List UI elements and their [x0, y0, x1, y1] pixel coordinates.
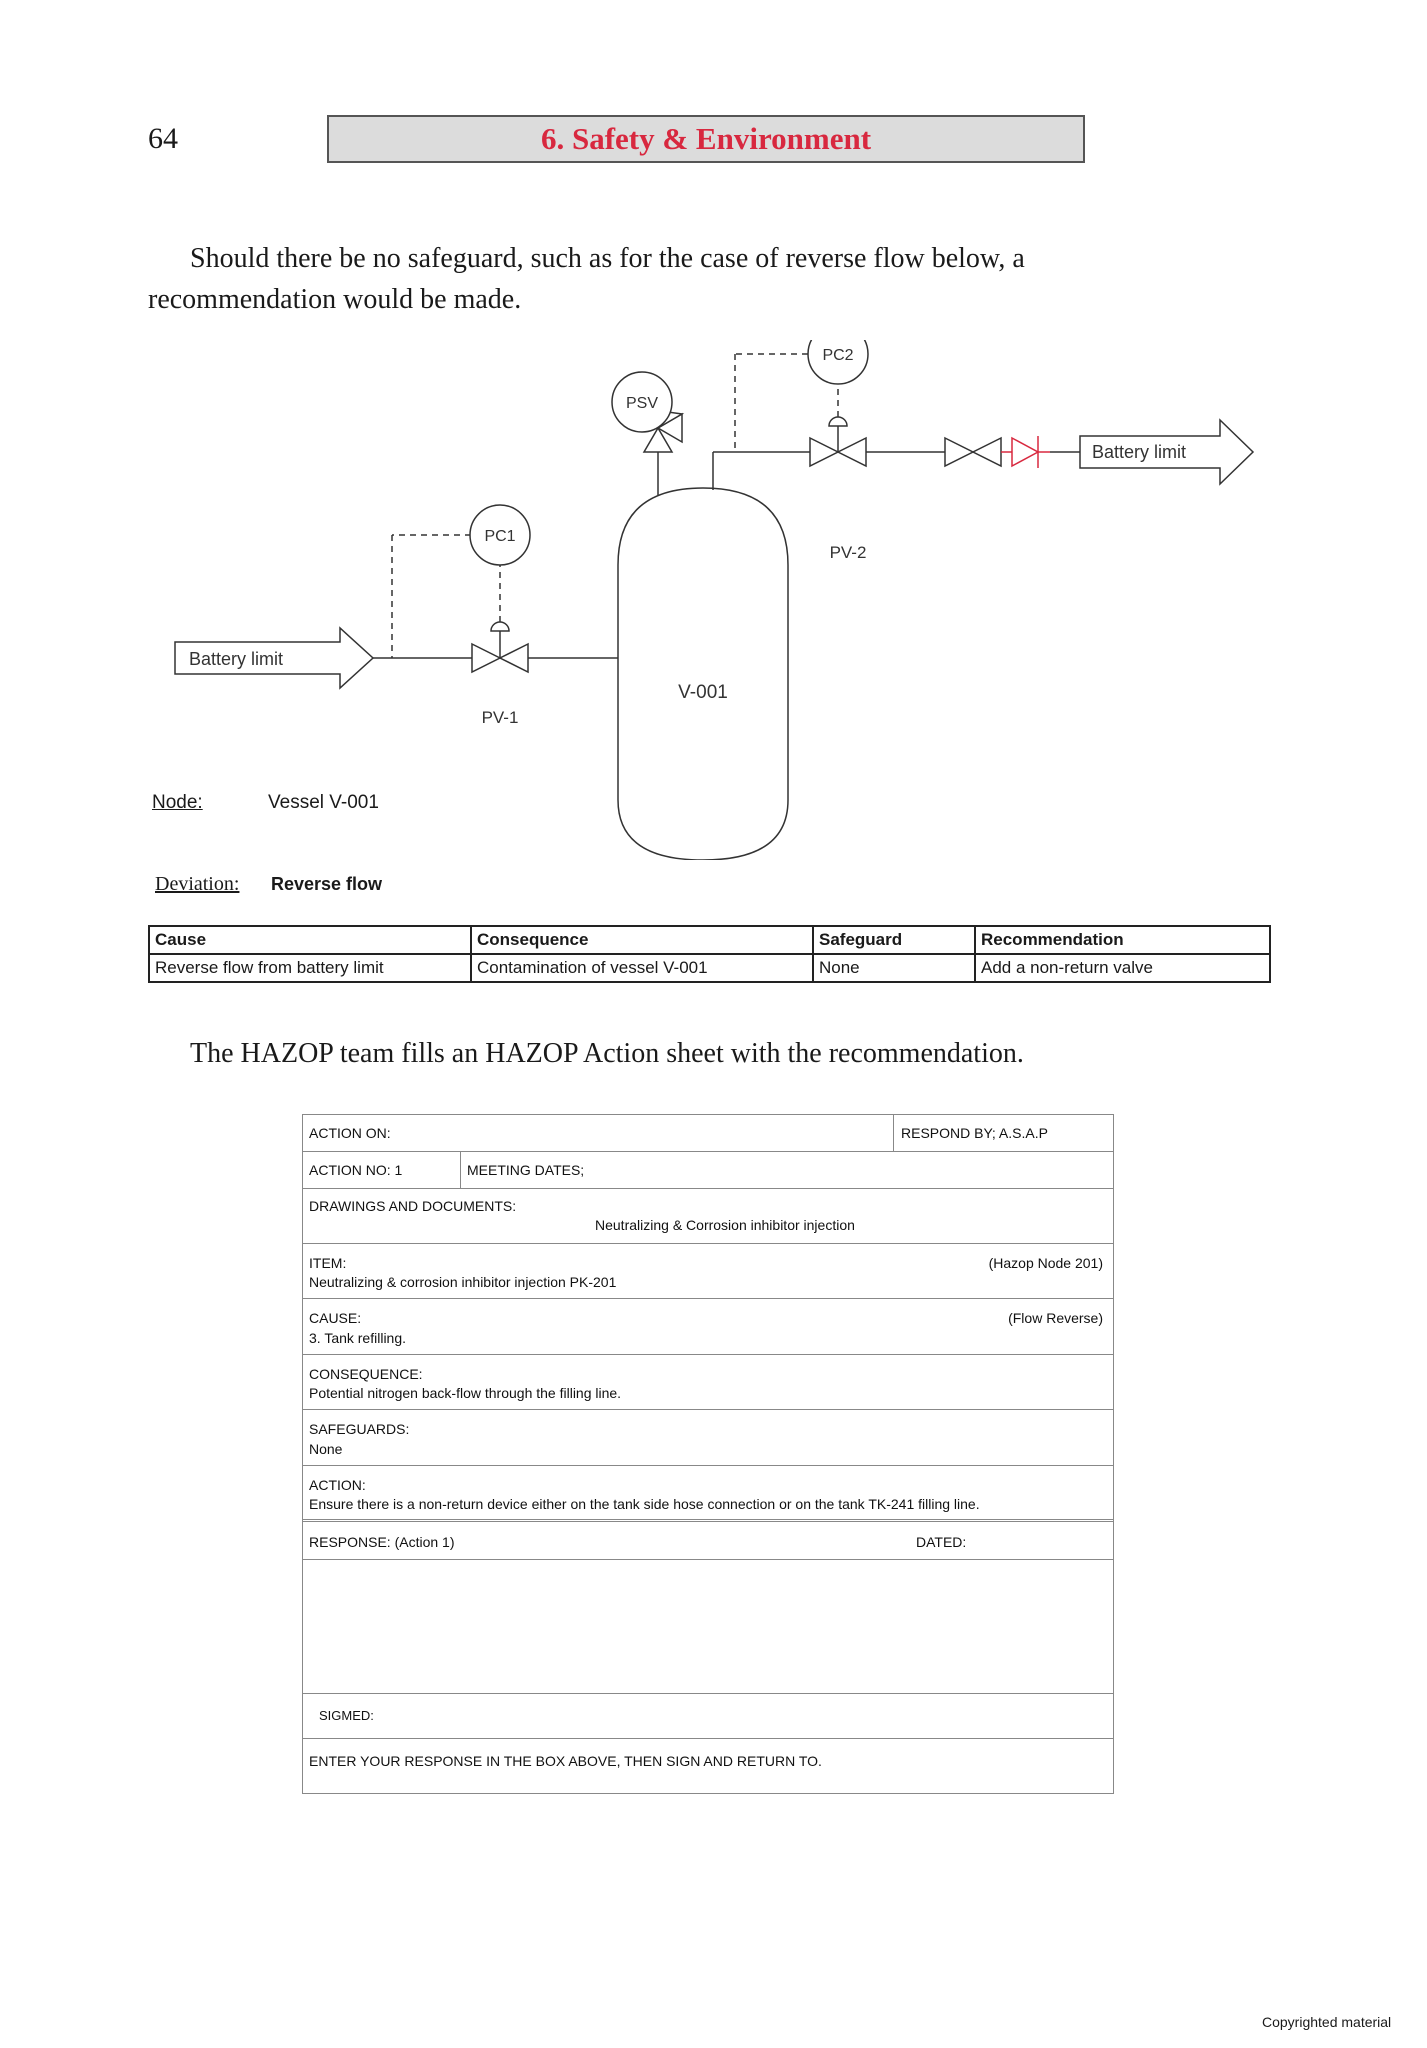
node-label: Node: — [152, 792, 203, 813]
hazop-table — [148, 925, 1271, 983]
action-label: ACTION: — [309, 1477, 366, 1493]
check-valve-icon — [1001, 436, 1050, 468]
safeguards-row — [303, 1410, 1113, 1466]
footer-row — [303, 1739, 1113, 1793]
action-on-label: ACTION ON: — [309, 1125, 391, 1141]
action-row — [303, 1466, 1113, 1522]
chapter-banner — [327, 115, 1085, 163]
pv1-label: PV-1 — [481, 708, 519, 727]
footer-instruction: ENTER YOUR RESPONSE IN THE BOX ABOVE, THEN SIGN AND RETURN TO. — [309, 1753, 822, 1769]
action-on-row — [303, 1115, 1113, 1152]
copyright-notice: Copyrighted material — [1262, 2014, 1392, 2030]
drawings-row — [303, 1189, 1113, 1244]
drawings-label: DRAWINGS AND DOCUMENTS: — [309, 1198, 517, 1214]
page-number: 64 — [148, 122, 178, 155]
safeguards-label: SAFEGUARDS: — [309, 1421, 410, 1437]
table-row — [149, 954, 1270, 982]
safeguards-value: None — [309, 1441, 343, 1457]
item-tag: (Hazop Node 201) — [988, 1255, 1103, 1271]
consequence-label: CONSEQUENCE: — [309, 1366, 423, 1382]
hazop-action-sheet — [302, 1114, 1114, 1794]
node-value: Vessel V-001 — [268, 792, 379, 813]
cause-row — [303, 1299, 1113, 1355]
respond-by-label: RESPOND BY; A.S.A.P — [901, 1125, 1048, 1141]
cell-cause: Reverse flow from battery limit — [149, 954, 471, 982]
action-value: Ensure there is a non-return device either on the tank side hose connection or on the tank TK-241 filling line. — [309, 1496, 980, 1512]
pv2-label: PV-2 — [829, 543, 867, 562]
cell-consequence: Contamination of vessel V-001 — [471, 954, 813, 982]
cause-label: CAUSE: — [309, 1310, 362, 1326]
header-consequence: Consequence — [471, 926, 813, 954]
cell-safeguard: None — [813, 954, 975, 982]
pc1-label: PC1 — [484, 528, 516, 545]
psv-label: PSV — [625, 395, 659, 412]
drawings-value: Neutralizing & Corrosion inhibitor injection — [595, 1217, 855, 1233]
deviation-label: Deviation: — [155, 873, 240, 895]
signed-row — [303, 1694, 1113, 1739]
action-no-row — [303, 1152, 1113, 1189]
vessel-label: V-001 — [678, 682, 728, 703]
header-cause: Cause — [149, 926, 471, 954]
cell-recommendation: Add a non-return valve — [975, 954, 1270, 982]
response-box[interactable] — [303, 1560, 1113, 1694]
chapter-title: 6. Safety & Environment — [540, 121, 872, 156]
cause-tag: (Flow Reverse) — [1008, 1310, 1103, 1326]
pc2-label: PC2 — [822, 347, 854, 364]
battery-limit-in-label: Battery limit — [189, 649, 284, 669]
action-no-label: ACTION NO: 1 — [309, 1162, 403, 1178]
header-safeguard: Safeguard — [813, 926, 975, 954]
pv2-valve-icon — [810, 417, 866, 466]
hazop-paragraph: The HAZOP team fills an HAZOP Action sheet with the recommendation. — [190, 1038, 1024, 1069]
intro-paragraph: Should there be no safeguard, such as for the case of reverse flow below, a recommendation would be made. — [148, 243, 1025, 315]
vessel-v001-icon — [618, 488, 788, 860]
item-label: ITEM: — [309, 1255, 347, 1271]
consequence-value: Potential nitrogen back-flow through the filling line. — [309, 1385, 622, 1401]
pv1-valve-icon — [472, 622, 528, 672]
cause-value: 3. Tank refilling. — [309, 1330, 407, 1346]
deviation-value: Reverse flow — [271, 874, 383, 894]
dated-label: DATED: — [916, 1534, 967, 1550]
meeting-dates-label: MEETING DATES; — [467, 1162, 585, 1178]
table-header-row — [149, 926, 1270, 954]
item-row — [303, 1244, 1113, 1299]
item-value: Neutralizing & corrosion inhibitor injection PK-201 — [309, 1274, 617, 1290]
block-valve-icon — [945, 438, 1001, 466]
response-label: RESPONSE: (Action 1) — [309, 1534, 455, 1550]
consequence-row — [303, 1355, 1113, 1410]
header-recommendation: Recommendation — [975, 926, 1270, 954]
response-row — [303, 1522, 1113, 1560]
process-flow-diagram — [130, 340, 1260, 860]
battery-limit-out-label: Battery limit — [1092, 442, 1187, 462]
signed-label: SIGMED: — [319, 1708, 374, 1723]
